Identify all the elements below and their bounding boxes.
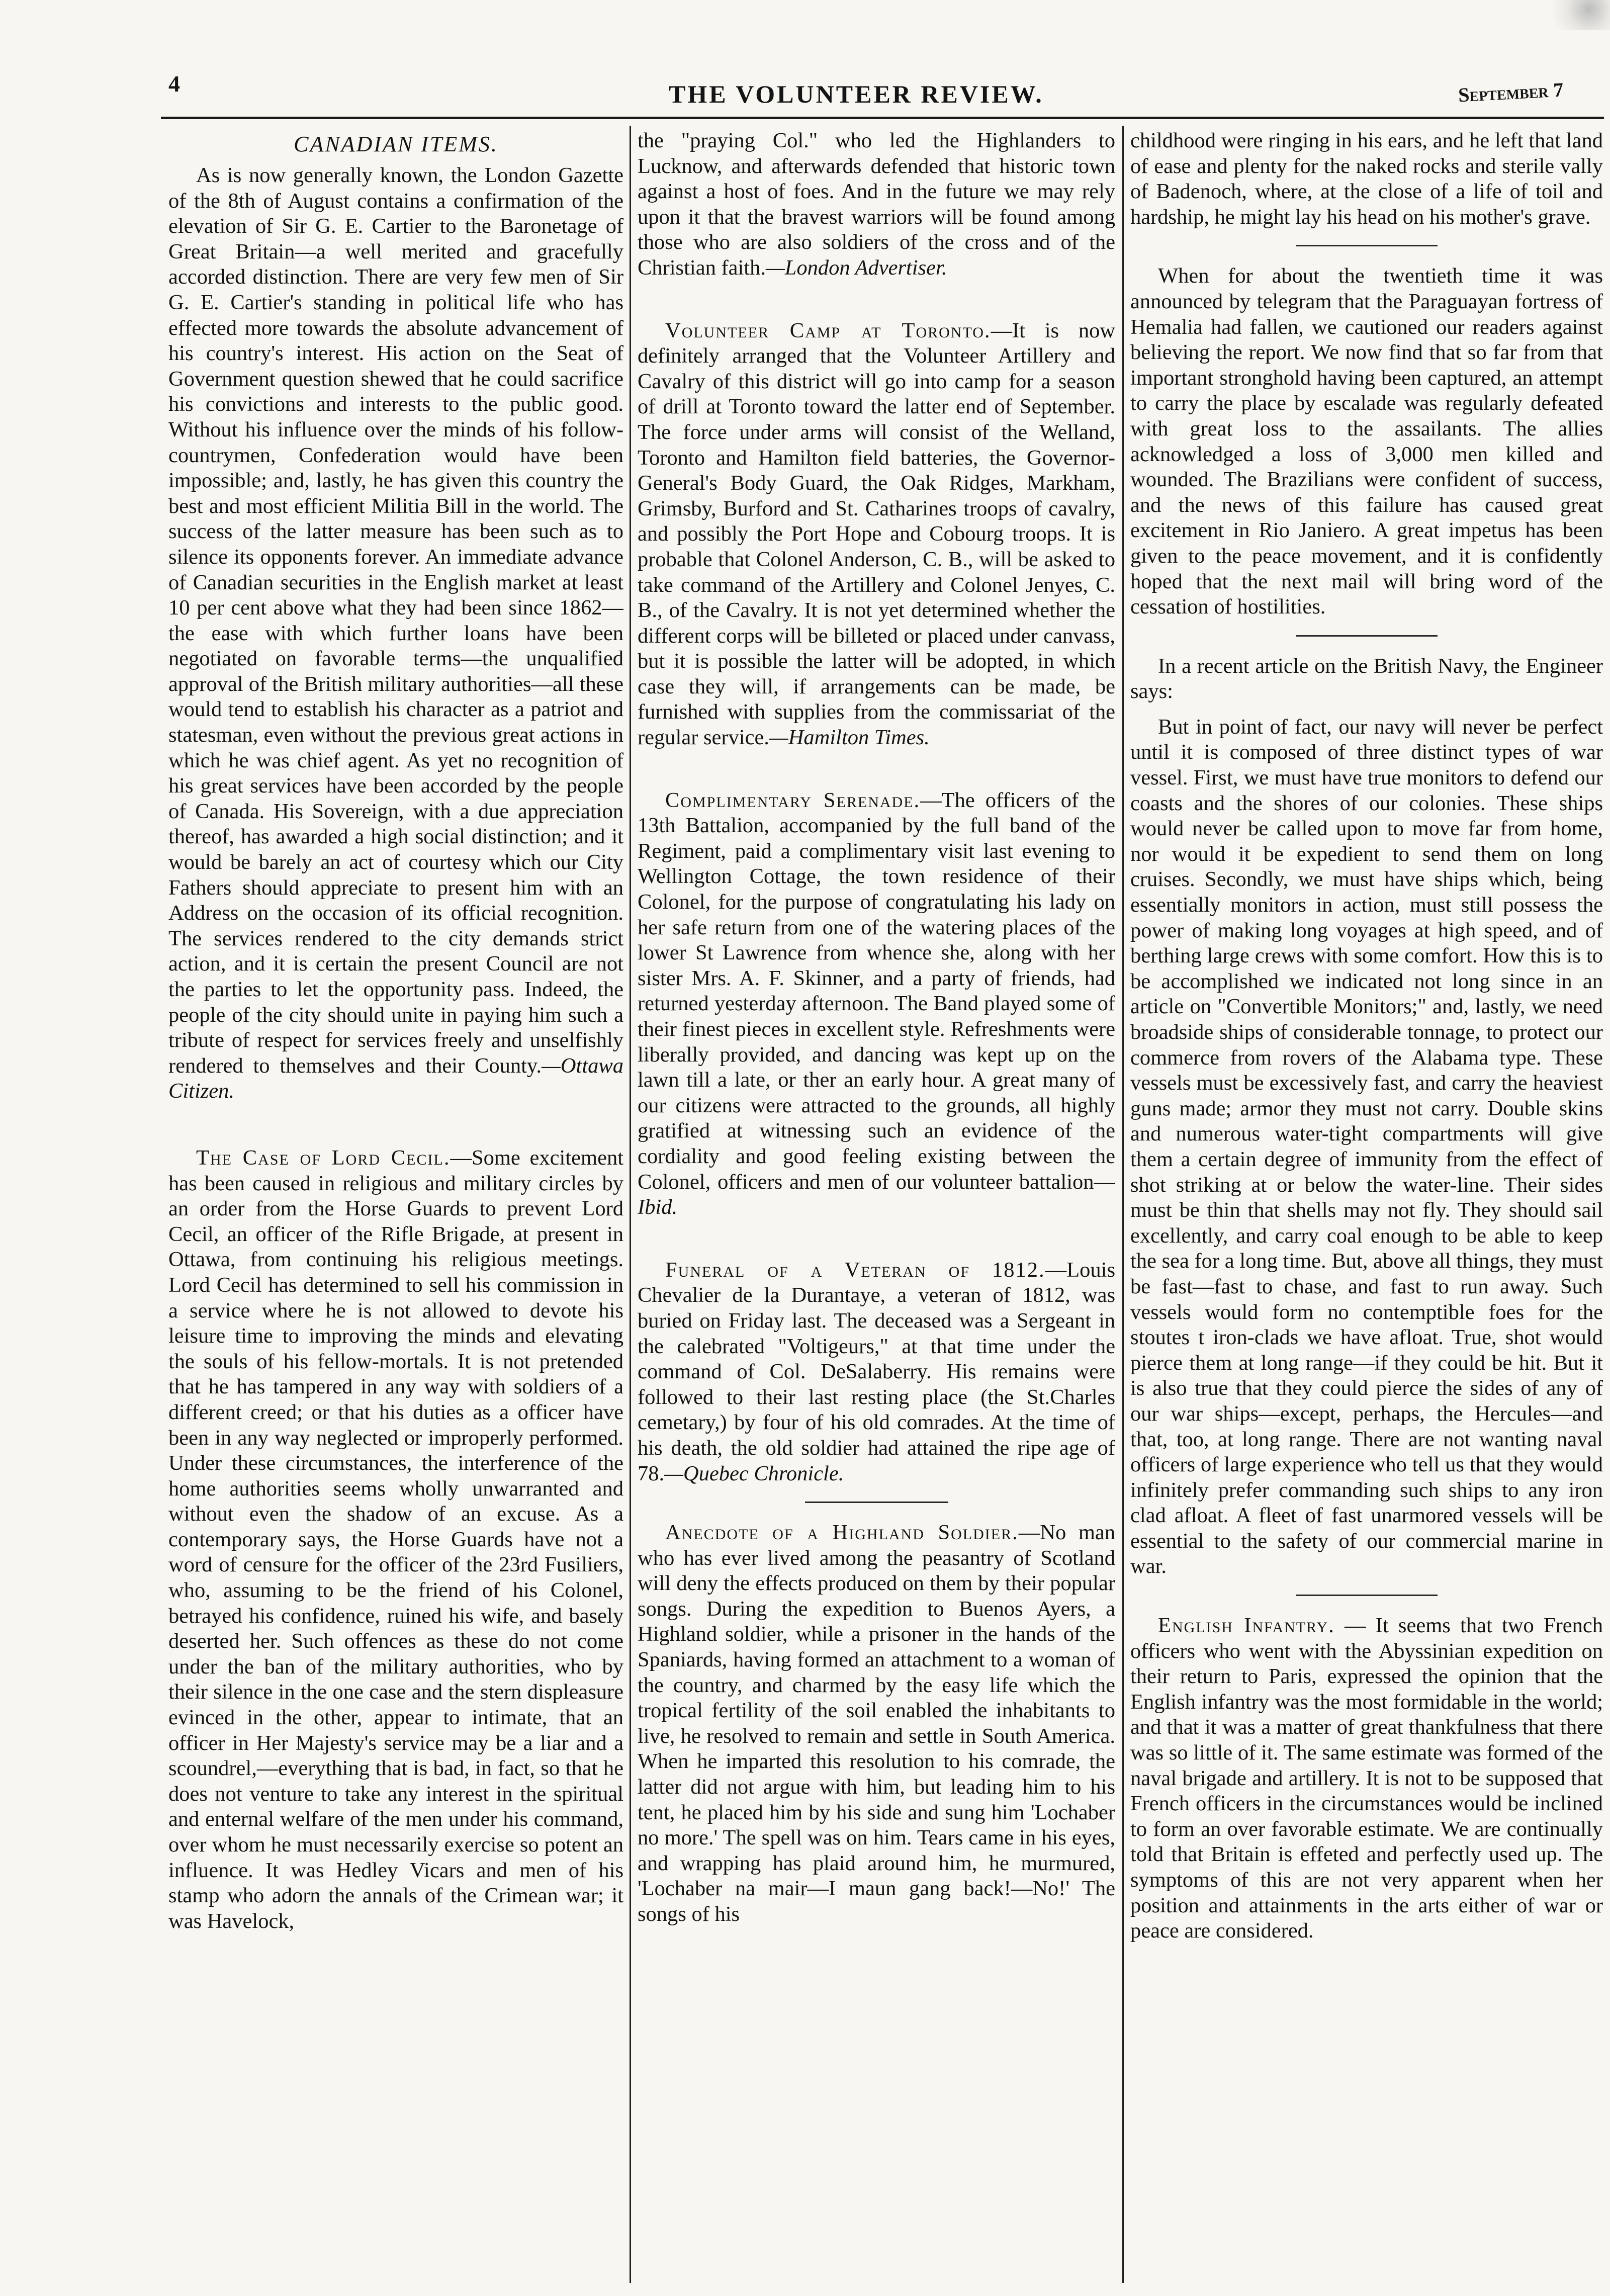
- page-stain: [1540, 0, 1610, 30]
- article-source: Ibid.: [638, 1195, 678, 1219]
- article-text: —Some excitement has been caused in religious and military circles by an order from the Horse Guards to prevent Lord Cecil, an officer of the Rifle Brigade, at present in Ottawa, from continuing his religious meetings. Lord Cecil has determined to sell his commission in a service where he is not allowed to devote his leisure time to improving the minds and elevating the souls of his fellow-mortals. It is not pretended that he has tampered in any way with soldiers of a different creed; or that his duties as a officer have been in any way neglected or improperly performed. Under these circumstances, the interference of the home authorities seems wholly unwarranted and without even the shadow of an excuse. As a contemporary says, the Horse Guards have not a word of censure for the officer of the 23rd Fusiliers, who, assuming to be the friend of his Colonel, betrayed his confidence, ruined his wife, and basely deserted her. Such offences as these do not come under the ban of the military authorities, who by their silence in the one case and the stern displeasure evinced in the other, appear to intimate, that an officer in Her Majesty's service may be a liar and a scoundrel,—everything that is bad, in fact, so that he does not venture to take any interest in the spiritual and enternal welfare of the men under his command, over whom he must necessarily exercise so potent an influence. It was Hedley Vicars and men of his stamp who adorn the annals of the Crimean war; it was Havelock,: [168, 1145, 623, 1933]
- masthead-date: September 7: [1457, 78, 1564, 107]
- article-headline: Anecdote of a Highland Soldier.: [665, 1521, 1019, 1545]
- article-highland-soldier: [638, 1520, 1115, 1927]
- article-british-navy-intro: In a recent article on the British Navy, the Engineer says:: [1130, 654, 1603, 703]
- article-headline: Funeral of a Veteran of 1812.: [665, 1258, 1045, 1282]
- column-rule-2: [1122, 126, 1124, 2283]
- article-separator: [1296, 1595, 1438, 1596]
- page-number: 4: [168, 71, 180, 97]
- article-english-infantry: [1130, 1613, 1603, 1944]
- article-text: —It is now definitely arranged that the Volunteer Artillery and Cavalry of this district will go into camp for a season of drill at Toronto toward the latter end of September. The force under arms will consist of the Welland, Toronto and Hamilton field batteries, the Governor-General's Body Guard, the Oak Ridges, Markham, Grimsby, Burford and St. Catharines troops of cavalry, and possibly the Port Hope and Cobourg troops. It is probable that Colonel Anderson, C. B., will be asked to take command of the Artillery and Colonel Jenyes, C. B., of the Cavalry. It is not yet determined whether the different corps will be billeted or placed under canvass, but it is possible the latter will be adopted, in which case they will, if arrangements can be made, be furnished with supplies from the commissariat of the regular service.: [638, 318, 1115, 750]
- article-text: —The officers of the 13th Battalion, accompanied by the full band of the Regiment, paid a complimentary visit last evening to Wellington Cottage, the town residence of their Colonel, for the purpose of congratulating his lady on her safe return from one of the watering places of the lower St Lawrence from whence she, along with her sister Mrs. A. F. Skinner, and a party of friends, had returned yesterday afternoon. The Band played some of their finest pieces in excellent style. Refreshments were liberally provided, and dancing was kept up on the lawn till a late, or ther an early hour. A great many of our citizens were attracted to the grounds, all highly gratified at witnessing such an evidence of the cordiality and good feeling existing between the Colonel, officers and men of our volunteer battalion—: [638, 788, 1115, 1194]
- article-lord-cecil: [168, 1145, 623, 1934]
- article-text: — It seems that two French officers who went with the Abyssinian expedition on their return to Paris, expressed the opinion that the English infantry was the most formidable in the world; and that it was a matter of great thankfulness that there was so little of it. The same estimate was formed of the naval brigade and artillery. It is not to be supposed that French officers in the circumstances would be inclined to form an over favorable estimate. We are continually told that Britain is effeted and perfectly used up. The symptoms of this are not very apparent when her position and attainments in the arts either of war or peace are considered.: [1130, 1614, 1603, 1943]
- article-british-navy: But in point of fact, our navy will never be perfect until it is composed of three distinct types of war vessel. First, we must have true monitors to defend our coasts and the shores of our colonies. These ships would never be called upon to move far from home, nor would it be expedient to send them on long cruises. Secondly, we must have ships which, being essentially monitors in action, must still possess the power of making long voyages at high speed, and of berthing large crews with some comfort. How this is to be accomplished we indicated not long since in an article on "Convertible Monitors;" and, lastly, we need broadside ships of considerable tonnage, to protect our commerce from rovers of the Alabama type. These vessels must be excessively fast, and carry the heaviest guns made; armor they must not carry. Double skins and numerous water-tight compartments will give them a certain degree of immunity from the effect of shot striking at or below the water-line. Their sides must be thin that shells may not fly. They should sail excellently, and carry coal enough to be able to keep the sea for a long time. But, above all things, they must be fast—fast to chase, and fast to run away. Such vessels would form no contemptible foes for the stoutes t iron-clads we have afloat. True, shot would pierce them at long range—if they could be hit. But it is also true that they could pierce the sides of any of our war ships—except, perhaps, the Hercules—and that, too, at long range. There are not wanting naval officers of large experience who tell us that they would infinitely prefer commanding such ships to any iron clad afloat. A fleet of fast unarmored vessels will be essential to the safety of our commercial marine in war.: [1130, 715, 1603, 1578]
- article-continued: childhood were ringing in his ears, and he left that land of ease and plenty for the naked rocks and sterile vally of Badenoch, where, at the close of a life of toil and hardship, he might lay his head on his mother's grave.: [1130, 129, 1603, 229]
- column-rule-1: [630, 126, 631, 2283]
- header-rule: [161, 117, 1604, 119]
- article-separator: [805, 1502, 948, 1503]
- article-headline: Volunteer Camp at Toronto.: [665, 318, 991, 342]
- article-volunteer-camp: [638, 318, 1115, 751]
- article-continued: [638, 128, 1115, 281]
- article-text: —Louis Chevalier de la Durantaye, a veteran of 1812, was buried on Friday last. The deceased was a Sergeant in the calebrated "Voltigeurs," at that time under the command of Col. DeSalaberry. His remains were followed to their last resting place (the St.Charles cemetary,) by four of his old comrades. At the time of his death, the old soldier had attained the ripe age of 78.: [638, 1258, 1115, 1485]
- column-2: [638, 128, 1115, 2296]
- article-paraguay: When for about the twentieth time it was announced by telegram that the Paraguayan fortress of Hemalia had fallen, we cautioned our readers against believing the report. We now find that so far from that important stronghold having been captured, an attempt to carry the place by escalade was regularly defeated with great loss to the assailants. The allies acknowledged a loss of 3,000 men killed and wounded. The Brazilians were confident of success, and the news of this failure has caused great excitement in Rio Janiero. A great impetus has been given to the peace movement, and it is confidently hoped that the next mail will bring word of the cessation of hostilities.: [1130, 264, 1603, 619]
- article-text: the "praying Col." who led the Highlanders to Lucknow, and afterwards defended that historic town against a host of foes. And in the future we may rely upon it that the bravest warriors will be found among those who are also soldiers of the cross and of the Christian faith.: [638, 129, 1115, 280]
- article-cartier: [168, 163, 623, 1104]
- column-1: [168, 128, 623, 2296]
- article-separator: [1296, 635, 1438, 637]
- column-3: [1130, 128, 1603, 2296]
- article-veteran-funeral: [638, 1258, 1115, 1486]
- article-serenade: [638, 788, 1115, 1220]
- article-separator: [1296, 245, 1438, 246]
- article-text: As is now generally known, the London Gazette of the 8th of August contains a confirmation of the elevation of Sir G. E. Cartier to the Baronetage of Great Britain—a well merited and gracefully accorded distinction. There are very few men of Sir G. E. Cartier's standing in political life who has effected more towards the absolute advancement of his country's interest. His action on the Seat of Government question shewed that he could sacrifice his convictions and interests to the public good. Without his influence over the minds of his follow-countrymen, Confederation would have been impossible; and, lastly, he has given this country the best and most efficient Militia Bill in the world. The success of the latter measure has been such as to silence its opponents forever. An immediate advance of Canadian securities in the English market at least 10 per cent above what they had been since 1862—the ease with which further loans have been negotiated on favorable terms—the unqualified approval of the British military authorities—all these would tend to establish his character as a patriot and statesman, even without the previous great actions in which he was chief agent. As yet no recognition of his great services have been accorded by the people of Canada. His Sovereign, with a due appreciation thereof, has awarded a high social distinction; and it would be barely an act of courtesy which our City Fathers should appreciate to present him with an Address on the occasion of its official recognition. The services rendered to the city demands strict action, and it is certain the present Council are not the parties to let the opportunity pass. Indeed, the people of the city should unite in paying him such a tribute of respect for services freely and unselfishly rendered to themselves and their County.: [168, 163, 623, 1078]
- article-source: —Ottawa Citizen.: [168, 1053, 623, 1103]
- article-source: —Hamilton Times.: [769, 726, 930, 750]
- article-source: —London Advertiser.: [765, 255, 947, 280]
- article-source: —Quebec Chronicle.: [664, 1461, 844, 1485]
- section-heading: CANADIAN ITEMS.: [294, 132, 498, 156]
- masthead-title: THE VOLUNTEER REVIEW.: [669, 80, 1044, 108]
- article-headline: Complimentary Serenade.: [665, 788, 921, 812]
- article-headline: The Case of Lord Cecil.: [196, 1145, 451, 1170]
- article-headline: English Infantry.: [1158, 1614, 1335, 1638]
- article-text: —No man who has ever lived among the peasantry of Scotland will deny the effects produced on them by their popular songs. During the expedition to Buenos Ayers, a Highland soldier, while a prisoner in the hands of the Spaniards, having formed an attachment to a woman of the country, and charmed by the easy life which the tropical fertility of the soil enabled the inhabitants to live, he resolved to remain and settle in South America. When he imparted this resolution to his comrade, the latter did not argue with him, but leading him to his tent, he placed him by his side and sung him 'Lochaber no more.' The spell was on him. Tears came in his eyes, and wrapping has plaid around him, he murmured, 'Lochaber na mair—I maun gang back!—No!' The songs of his: [638, 1521, 1115, 1926]
